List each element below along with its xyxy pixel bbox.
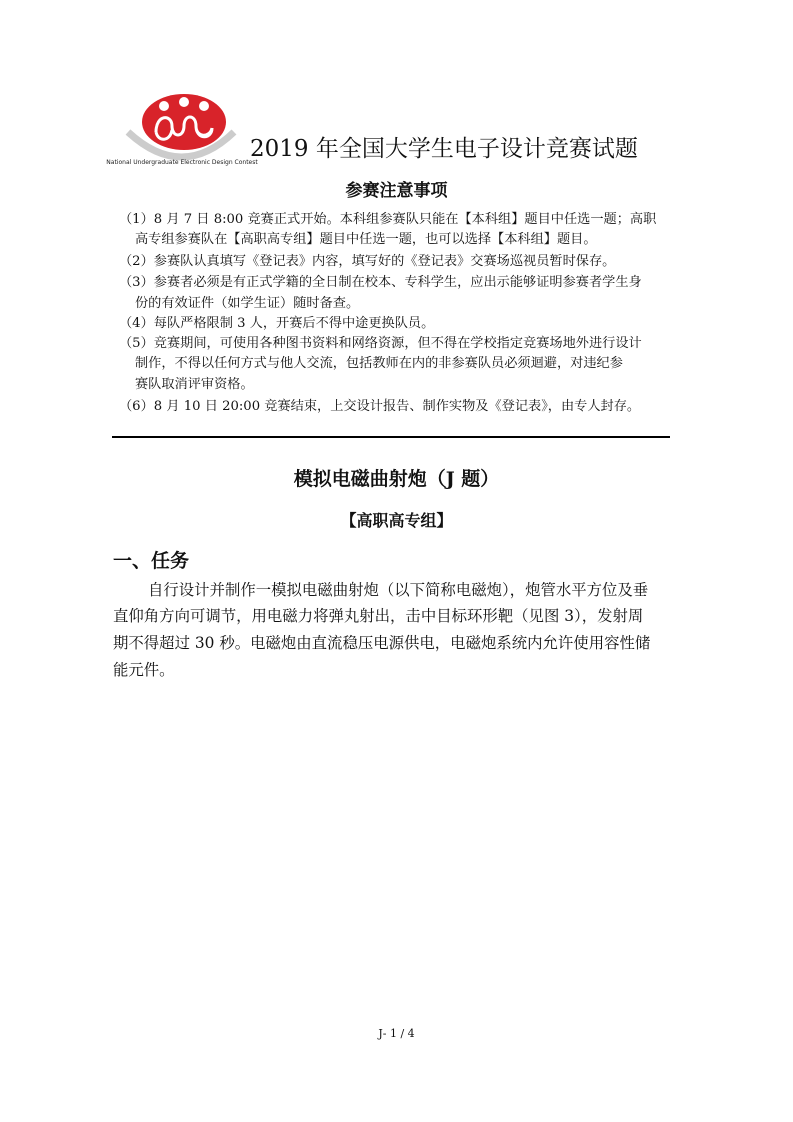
notice-line: 赛队取消评审资格。	[135, 377, 254, 392]
problem-title: 模拟电磁曲射炮（J 题）	[293, 468, 500, 490]
notice-line: （4）每队严格限制 3 人，开赛后不得中途更换队员。	[119, 316, 435, 331]
divider	[112, 436, 670, 438]
notice-line: （2）参赛队认真填写《登记表》内容，填写好的《登记表》交赛场巡视员暂时保存。	[119, 254, 616, 269]
notice-line: 制作，不得以任何方式与他人交流，包括教师在内的非参赛队员必须迴避，对违纪参	[135, 356, 623, 371]
notice-line: （3）参赛者必须是有正式学籍的全日制在校本、专科学生，应出示能够证明参赛者学生身	[119, 275, 642, 290]
notice-line: 份的有效证件（如学生证）随时备查。	[135, 296, 360, 311]
notice-line: （1）8 月 7 日 8:00 竞赛正式开始。本科组参赛队只能在【本科组】题目中任选一题；高职	[119, 212, 657, 227]
section-heading: 一、任务	[113, 550, 190, 572]
notice-line: （6）8 月 10 日 20:00 竞赛结束，上交设计报告、制作实物及《登记表》，由专人封存。	[119, 399, 641, 414]
page-number: J- 1 / 4	[378, 1027, 415, 1040]
contest-logo	[106, 92, 258, 172]
page-title: 2019 年全国大学生电子设计竞赛试题	[250, 136, 638, 162]
paragraph-line: 能元件。	[113, 661, 175, 679]
notice-line: 高专组参赛队在【高职高专组】题目中任选一题，也可以选择【本科组】题目。	[135, 232, 597, 247]
svg-text:National Undergraduate Electro: National Undergraduate Electronic Design Contest	[106, 159, 258, 166]
paragraph-line: 直仰角方向可调节，用电磁力将弹丸射出，击中目标环形靶（见图 3），发射周	[113, 607, 644, 625]
notice-heading: 参赛注意事项	[345, 181, 448, 201]
paragraph-line: 自行设计并制作一模拟电磁曲射炮（以下简称电磁炮），炮管水平方位及垂	[148, 581, 649, 599]
paragraph-line: 期不得超过 30 秒。电磁炮由直流稳压电源供电，电磁炮系统内允许使用容性储	[113, 634, 651, 652]
notice-line: （5）竞赛期间，可使用各种图书资料和网络资源，但不得在学校指定竞赛场地外进行设计	[119, 336, 642, 351]
problem-group: 【高职高专组】	[340, 511, 453, 530]
